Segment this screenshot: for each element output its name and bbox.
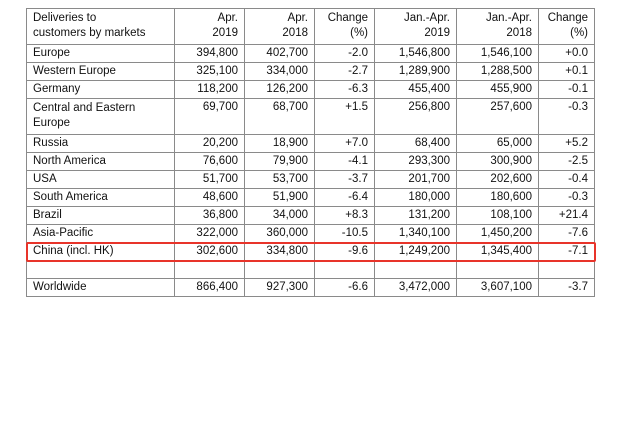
column-header-5 xyxy=(539,9,595,45)
cell-r6-c1: 53,700 xyxy=(245,171,315,189)
column-header-line1: Change xyxy=(547,12,588,24)
cell-r3-c1: 68,700 xyxy=(245,99,315,135)
cell-r0-c1: 402,700 xyxy=(245,45,315,63)
table-header-row xyxy=(27,9,595,45)
cell-r9-c0: 322,000 xyxy=(175,225,245,243)
column-header-0 xyxy=(175,9,245,45)
cell-r2-c3: 455,400 xyxy=(375,81,457,99)
table-row xyxy=(27,225,595,243)
cell-r9-c1: 360,000 xyxy=(245,225,315,243)
cell-r9-c5: -7.6 xyxy=(539,225,595,243)
cell-r7-c0: 48,600 xyxy=(175,189,245,207)
table-body xyxy=(27,9,595,297)
column-header-2 xyxy=(315,9,375,45)
row-label: South America xyxy=(27,189,175,207)
table-row xyxy=(27,279,595,297)
cell-r2-c2: -6.3 xyxy=(315,81,375,99)
cell-r1-c1: 334,000 xyxy=(245,63,315,81)
cell-r7-c3: 180,000 xyxy=(375,189,457,207)
cell-r11-c0 xyxy=(175,261,245,279)
row-label: Brazil xyxy=(27,207,175,225)
cell-r1-c2: -2.7 xyxy=(315,63,375,81)
table-row xyxy=(27,81,595,99)
table-row xyxy=(27,99,595,135)
table-row xyxy=(27,243,595,261)
cell-r8-c0: 36,800 xyxy=(175,207,245,225)
table-row xyxy=(27,45,595,63)
cell-r10-c2: -9.6 xyxy=(315,243,375,261)
cell-r9-c3: 1,340,100 xyxy=(375,225,457,243)
header-label-line1: Deliveries to xyxy=(33,12,97,24)
column-header-line2: (%) xyxy=(570,27,588,39)
column-header-line2: 2019 xyxy=(212,27,238,39)
row-label: Russia xyxy=(27,135,175,153)
cell-r3-c5: -0.3 xyxy=(539,99,595,135)
row-label: Asia-Pacific xyxy=(27,225,175,243)
cell-r8-c1: 34,000 xyxy=(245,207,315,225)
cell-r11-c5 xyxy=(539,261,595,279)
cell-r12-c1: 927,300 xyxy=(245,279,315,297)
row-label: North America xyxy=(27,153,175,171)
row-label: Central and Eastern Europe xyxy=(27,99,175,135)
cell-r5-c3: 293,300 xyxy=(375,153,457,171)
column-header-line1: Jan.-Apr. xyxy=(403,12,450,24)
column-header-line1: Change xyxy=(327,12,368,24)
cell-r0-c2: -2.0 xyxy=(315,45,375,63)
cell-r1-c4: 1,288,500 xyxy=(457,63,539,81)
cell-r3-c3: 256,800 xyxy=(375,99,457,135)
column-header-line2: 2019 xyxy=(424,27,450,39)
cell-r11-c2 xyxy=(315,261,375,279)
column-header-line1: Apr. xyxy=(287,12,308,24)
cell-r0-c4: 1,546,100 xyxy=(457,45,539,63)
column-header-3 xyxy=(375,9,457,45)
cell-r8-c4: 108,100 xyxy=(457,207,539,225)
cell-r1-c5: +0.1 xyxy=(539,63,595,81)
cell-r4-c1: 18,900 xyxy=(245,135,315,153)
cell-r10-c5: -7.1 xyxy=(539,243,595,261)
cell-r2-c1: 126,200 xyxy=(245,81,315,99)
cell-r5-c4: 300,900 xyxy=(457,153,539,171)
cell-r11-c3 xyxy=(375,261,457,279)
cell-r10-c0: 302,600 xyxy=(175,243,245,261)
column-header-line2: (%) xyxy=(350,27,368,39)
cell-r2-c4: 455,900 xyxy=(457,81,539,99)
column-header-line2: 2018 xyxy=(506,27,532,39)
cell-r7-c4: 180,600 xyxy=(457,189,539,207)
table-row xyxy=(27,135,595,153)
cell-r4-c2: +7.0 xyxy=(315,135,375,153)
row-label: Worldwide xyxy=(27,279,175,297)
cell-r0-c5: +0.0 xyxy=(539,45,595,63)
cell-r0-c0: 394,800 xyxy=(175,45,245,63)
cell-r5-c2: -4.1 xyxy=(315,153,375,171)
cell-r10-c4: 1,345,400 xyxy=(457,243,539,261)
cell-r0-c3: 1,546,800 xyxy=(375,45,457,63)
cell-r1-c0: 325,100 xyxy=(175,63,245,81)
header-label-line2: customers by markets xyxy=(33,27,146,39)
cell-r5-c5: -2.5 xyxy=(539,153,595,171)
cell-r7-c1: 51,900 xyxy=(245,189,315,207)
cell-r9-c2: -10.5 xyxy=(315,225,375,243)
cell-r12-c4: 3,607,100 xyxy=(457,279,539,297)
cell-r9-c4: 1,450,200 xyxy=(457,225,539,243)
cell-r7-c5: -0.3 xyxy=(539,189,595,207)
cell-r11-c1 xyxy=(245,261,315,279)
cell-r6-c4: 202,600 xyxy=(457,171,539,189)
cell-r6-c5: -0.4 xyxy=(539,171,595,189)
table-row xyxy=(27,153,595,171)
cell-r12-c0: 866,400 xyxy=(175,279,245,297)
cell-r5-c0: 76,600 xyxy=(175,153,245,171)
cell-r11-c4 xyxy=(457,261,539,279)
cell-r6-c2: -3.7 xyxy=(315,171,375,189)
header-label-cell xyxy=(27,9,175,45)
cell-r4-c5: +5.2 xyxy=(539,135,595,153)
cell-r12-c5: -3.7 xyxy=(539,279,595,297)
cell-r10-c3: 1,249,200 xyxy=(375,243,457,261)
row-label: Germany xyxy=(27,81,175,99)
column-header-line1: Apr. xyxy=(217,12,238,24)
cell-r4-c4: 65,000 xyxy=(457,135,539,153)
cell-r4-c0: 20,200 xyxy=(175,135,245,153)
cell-r12-c2: -6.6 xyxy=(315,279,375,297)
table-row xyxy=(27,171,595,189)
cell-r4-c3: 68,400 xyxy=(375,135,457,153)
table-row xyxy=(27,207,595,225)
deliveries-table xyxy=(26,8,595,297)
cell-r1-c3: 1,289,900 xyxy=(375,63,457,81)
column-header-4 xyxy=(457,9,539,45)
cell-r5-c1: 79,900 xyxy=(245,153,315,171)
table-blank-row xyxy=(27,261,595,279)
cell-r8-c2: +8.3 xyxy=(315,207,375,225)
column-header-1 xyxy=(245,9,315,45)
cell-r12-c3: 3,472,000 xyxy=(375,279,457,297)
cell-r3-c4: 257,600 xyxy=(457,99,539,135)
cell-r2-c5: -0.1 xyxy=(539,81,595,99)
cell-r7-c2: -6.4 xyxy=(315,189,375,207)
row-label: China (incl. HK) xyxy=(27,243,175,261)
row-label xyxy=(27,261,175,279)
row-label: Western Europe xyxy=(27,63,175,81)
cell-r6-c0: 51,700 xyxy=(175,171,245,189)
table-row xyxy=(27,63,595,81)
cell-r10-c1: 334,800 xyxy=(245,243,315,261)
row-label: USA xyxy=(27,171,175,189)
column-header-line1: Jan.-Apr. xyxy=(485,12,532,24)
cell-r3-c0: 69,700 xyxy=(175,99,245,135)
cell-r3-c2: +1.5 xyxy=(315,99,375,135)
row-label: Europe xyxy=(27,45,175,63)
table-row xyxy=(27,189,595,207)
cell-r8-c5: +21.4 xyxy=(539,207,595,225)
column-header-line2: 2018 xyxy=(282,27,308,39)
deliveries-table-container xyxy=(26,8,594,297)
cell-r6-c3: 201,700 xyxy=(375,171,457,189)
cell-r8-c3: 131,200 xyxy=(375,207,457,225)
cell-r2-c0: 118,200 xyxy=(175,81,245,99)
